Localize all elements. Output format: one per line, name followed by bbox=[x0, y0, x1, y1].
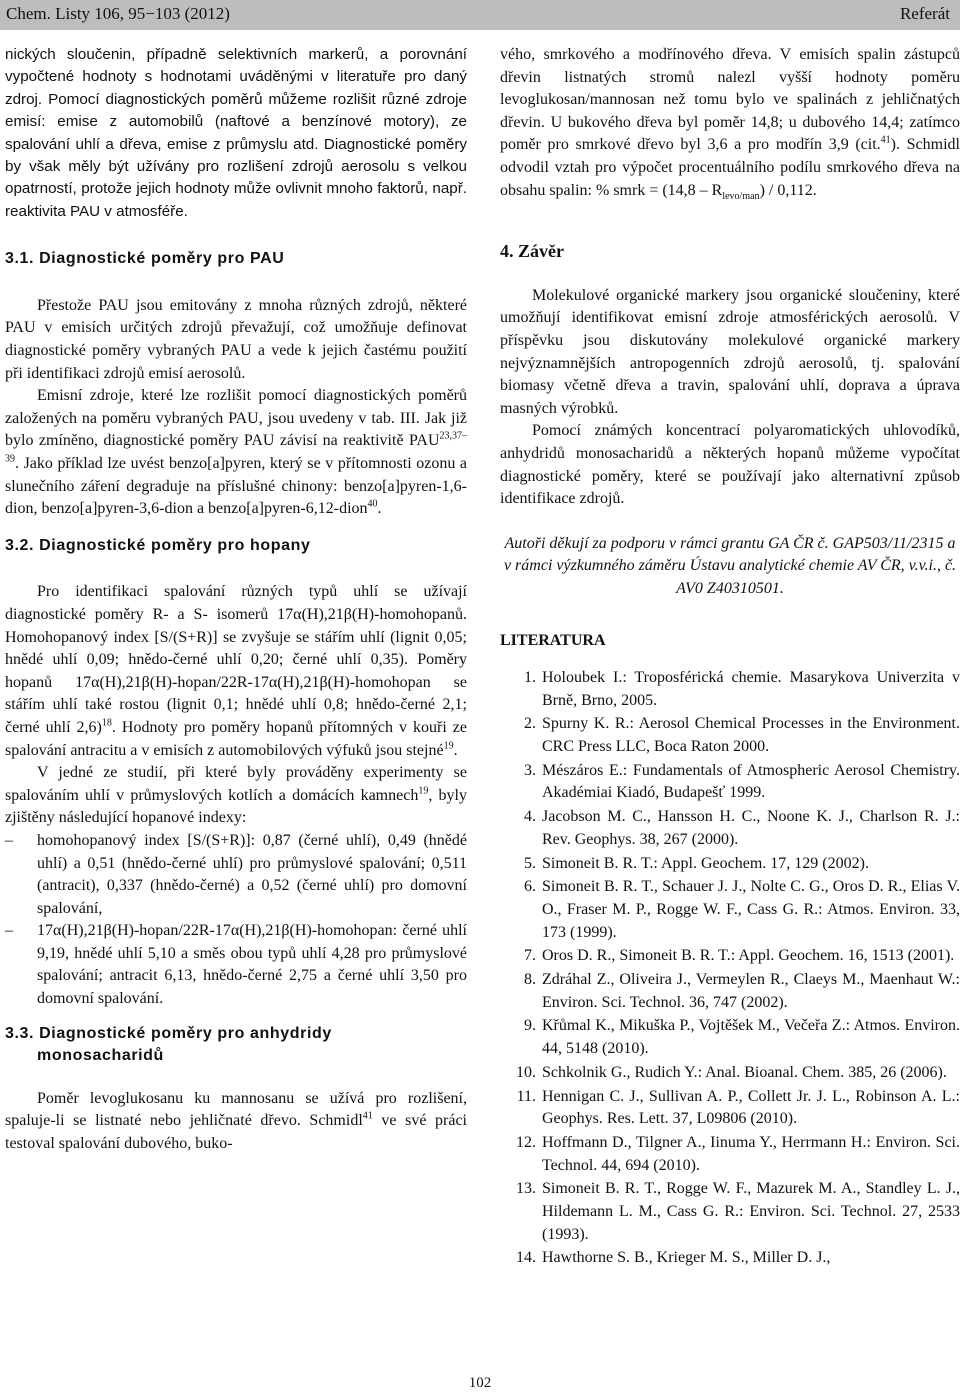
section-3-2-paragraph-1: Pro identifikaci spalování různých typů uhlí se užívají diagnostické poměry R- a S- isomerů 17α(H),21β(H)-homohopanů. Homohopanový index [S/(S+R)] se zvyšuje se stářím uhlí (lignit 0,05; hnědé uhlí 0,09; hnědo-černé uhlí 0,20; černé uhlí 0,35). Poměry hopanů 17α(H),21β(H)-hopan/22R-17α(H),21β(H)-homohopan se stářím uhlí také rostou (lignit 0,1; hnědé uhlí 0,8; hnědo-černé 2,1; černé uhlí 2,6)$^{18}$. Hodnoty pro poměry hopanů přítomných v kouři ze spalování antracitu a v emisích z automobilových výfuků jsou stejné$^{19}$. bbox=[5, 583, 467, 759]
reference-text: Jacobson M. C., Hansson H. C., Noone K. J., Charlson R. J.: Rev. Geophys. 38, 267 (2000). bbox=[542, 808, 960, 848]
reference-number: 6. bbox=[524, 878, 536, 896]
reference-item bbox=[500, 806, 960, 851]
reference-text: Simoneit B. R. T., Rogge W. F., Mazurek M. A., Standley L. J., Hildemann L. M., Cass G. R.: Environ. Sci. Technol. 27, 2533 (1993). bbox=[542, 1180, 960, 1243]
reference-number: 11. bbox=[516, 1087, 536, 1105]
reference-number: 12. bbox=[516, 1134, 536, 1151]
reference-number: 5. bbox=[524, 854, 536, 872]
reference-item bbox=[500, 760, 960, 805]
reference-number: 3. bbox=[524, 761, 536, 779]
article-type: Referát bbox=[899, 4, 950, 23]
reference-text: Křůmal K., Mikuška P., Vojtěšek M., Večeřa Z.: Atmos. Environ. 44, 5148 (2010). bbox=[542, 1017, 960, 1058]
bullet-homohopane-index: homohopanový index [S/(S+R)]: 0,87 (černé uhlí), 0,49 (hnědé uhlí) a 0,51 (hnědo-černé uhlí) pro průmyslové spalování; 0,511 (antracit), 0,337 (hnědo-černé) a 0,52 (černé uhlí) pro domovní spalování, bbox=[37, 831, 467, 917]
reference-text: Oros D. R., Simoneit B. R. T.: Appl. Geochem. 16, 1513 (2001). bbox=[542, 947, 955, 965]
reference-item bbox=[500, 1247, 960, 1270]
dash-bullet: – bbox=[5, 922, 13, 940]
reference-item bbox=[500, 1015, 960, 1060]
reference-text: Mészáros E.: Fundamentals of Atmospheric Aerosol Chemistry. Akadémiai Kiadó, Budapešť 1999. bbox=[542, 761, 960, 802]
references-heading: LITERATURA bbox=[500, 632, 606, 650]
reference-item bbox=[500, 1132, 960, 1177]
continued-paragraph: vého, smrkového a modřínového dřeva. V emisích spalin zástupců dřevin listnatých stromů nalezl vyšší hodnoty poměru levoglukosan/mannosan než tomu bylo ve spalinách z jehličnatých dřevin. U bukového dřeva byl poměr 14,8; u dubového 14,4; zatímco poměr pro smrkové dřevo byl 3,6 a pro modřín 3,9 (cit.$^{41}$). Schmidl odvodil vztah pro výpočet procentuálního podílu smrkového dřeva na obsahu spalin: % smrk = $(14,8 - R_{levo/man}) / 0,112$. bbox=[500, 46, 960, 202]
conclusion-paragraph-1: Molekulové organické markery jsou organické sloučeniny, které umožňují identifikovat emisní zdroje atmosférických aerosolů. V příspěvku jsou diskutovány molekulové organické markery nejvýznamnějších antropogenních zdrojů aerosolů, tj. spalování biomasy včetně dřeva a travin, spalování uhlí, doprava a úprava masných výrobků. bbox=[500, 286, 960, 417]
list-item bbox=[5, 830, 467, 920]
reference-text: Schkolnik G., Rudich Y.: Anal. Bioanal. Chem. 385, 26 (2006). bbox=[542, 1063, 947, 1081]
acknowledgement: Autoři děkují za podporu v rámci grantu GA ČR č. GAP503/11/2315 a v rámci výzkumného záměru Ústavu analytické chemie AV ČR, v.v.i., č. AV0 Z40310501. bbox=[503, 534, 957, 597]
reference-text: Simoneit B. R. T., Schauer J. J., Nolte C. G., Oros D. R., Elias V. O., Fraser M. P., Rogge W. F., Cass G. R.: Atmos. Environ. 33, 173 (1999). bbox=[542, 878, 960, 941]
reference-number: 9. bbox=[524, 1017, 536, 1035]
section-3-2-heading: 3.2. Diagnostické poměry pro hopany bbox=[5, 536, 311, 554]
section-3-1-heading: 3.1. Diagnostické poměry pro PAU bbox=[5, 250, 285, 268]
left-column bbox=[5, 44, 467, 1156]
page-number: 102 bbox=[468, 1375, 492, 1391]
right-column bbox=[500, 44, 960, 1271]
reference-item bbox=[500, 853, 960, 876]
reference-text: Hoffmann D., Tilgner A., Iinuma Y., Herrmann H.: Environ. Sci. Technol. 44, 694 (2010). bbox=[542, 1134, 960, 1174]
section-3-3-heading: 3.3. Diagnostické poměry pro anhydridy bbox=[5, 1024, 332, 1042]
reference-text: Holoubek I.: Troposférická chemie. Masarykova Univerzita v Brně, Brno, 2005. bbox=[542, 669, 960, 709]
reference-item bbox=[500, 1062, 960, 1085]
reference-text: Hawthorne S. B., Krieger M. S., Miller D. J., bbox=[542, 1249, 831, 1267]
reference-number: 2. bbox=[524, 715, 536, 733]
running-header bbox=[0, 0, 960, 30]
bullet-hopan-ratio: 17α(H),21β(H)-hopan/22R-17α(H),21β(H)-homohopan: černé uhlí 9,19, hnědé uhlí 5,10 a směs obou typů uhlí 4,28 pro průmyslové spalování; antracit 6,13, hnědo-černé 2,75 a černé uhlí 3,50 pro domovní spalování. bbox=[37, 922, 467, 1008]
reference-number: 10. bbox=[516, 1063, 536, 1081]
reference-item bbox=[500, 945, 960, 968]
reference-number: 4. bbox=[524, 808, 536, 826]
reference-text: Simoneit B. R. T.: Appl. Geochem. 17, 129 (2002). bbox=[542, 854, 869, 872]
references-list bbox=[500, 667, 960, 1270]
reference-number: 8. bbox=[524, 971, 536, 989]
reference-number: 1. bbox=[524, 669, 536, 687]
section-3-1-paragraph-2: Emisní zdroje, které lze rozlišit pomocí diagnostických poměrů založených na poměru vybraných PAU, jsou uvedeny v tab. III. Jak již bylo zmíněno, diagnostické poměry PAU závisí na reaktivitě PAU$^{23,37-39}$. Jako příklad lze uvést benzo[a]pyren, který se v přítomnosti ozonu a slunečního záření degraduje na příslušné chinony: benzo[a]pyren-1,6-dion, benzo[a]pyren-3,6-dion a benzo[a]pyren-6,12-dion$^{40}$. bbox=[5, 387, 467, 518]
section-4-heading: 4. Závěr bbox=[500, 241, 564, 262]
list-item bbox=[5, 920, 467, 1010]
reference-item bbox=[500, 969, 960, 1014]
conclusion-paragraph-2: Pomocí známých koncentrací polyaromatických uhlovodíků, anhydridů monosacharidů a některých hopanů můžeme vypočítat diagnostické poměry, které se používají jako alternativní způsob identifikace zdrojů. bbox=[500, 422, 960, 508]
reference-text: Zdráhal Z., Oliveira J., Vermeylen R., Claeys M., Maenhaut W.: Environ. Sci. Technol. 36, 747 (2002). bbox=[542, 971, 960, 1011]
reference-item bbox=[500, 1178, 960, 1246]
reference-item bbox=[500, 667, 960, 712]
section-3-3-heading-cont: monosacharidů bbox=[37, 1047, 164, 1065]
reference-number: 14. bbox=[516, 1249, 536, 1267]
journal-citation: Chem. Listy 106, 95−103 (2012) bbox=[6, 4, 230, 23]
reference-item bbox=[500, 713, 960, 758]
reference-text: Hennigan C. J., Sullivan A. P., Collett Jr. J. L., Robinson A. L.: Geophys. Res. Lett. 37, L09806 (2010). bbox=[542, 1087, 960, 1128]
reference-item bbox=[500, 1086, 960, 1131]
section-3-2-paragraph-2: V jedné ze studií, při které byly prováděny experimenty se spalováním uhlí v průmyslových kotlích a domácích kamnech$^{19}$, byly zjištěny následující hopanové indexy: bbox=[5, 764, 468, 827]
section-3-1-paragraph-1: Přestože PAU jsou emitovány z mnoha různých zdrojů, některé PAU v emisích určitých zdrojů převažují, což umožňuje definovat diagnostické poměry vybraných PAU a vede k jejich častému použití při identifikaci zdrojů emisí aerosolů. bbox=[5, 296, 467, 382]
reference-item bbox=[500, 876, 960, 944]
reference-text: Spurny K. R.: Aerosol Chemical Processes in the Environment. CRC Press LLC, Boca Raton 2000. bbox=[542, 715, 960, 756]
section-3-3-paragraph: Poměr levoglukosanu ku mannosanu se užívá pro rozlišení, spaluje-li se listnaté nebo jehličnaté dřevo. Schmidl$^{41}$ ve své práci testoval spalování dubového, buko- bbox=[5, 1089, 468, 1153]
intro-paragraph: nických sloučenin, případně selektivních markerů, a porovnání vypočtené hodnoty s hodnotami uváděnými v literatuře pro daný zdroj. Pomocí diagnostických poměrů můžeme rozlišit různé zdroje emisí: emise z automobilů (naftové a benzínové motory), ze spalování uhlí a dřeva, emise z průmyslu atd. Diagnostické poměry by však měly být užívány pro rozlišení zdrojů aerosolu s velkou opatrností, protože jejich hodnoty může ovlivnit mnoho faktorů, např. reaktivita PAU v atmosféře. bbox=[5, 46, 467, 220]
reference-number: 7. bbox=[524, 947, 536, 965]
reference-number: 13. bbox=[516, 1180, 536, 1198]
dash-bullet: – bbox=[5, 831, 13, 849]
